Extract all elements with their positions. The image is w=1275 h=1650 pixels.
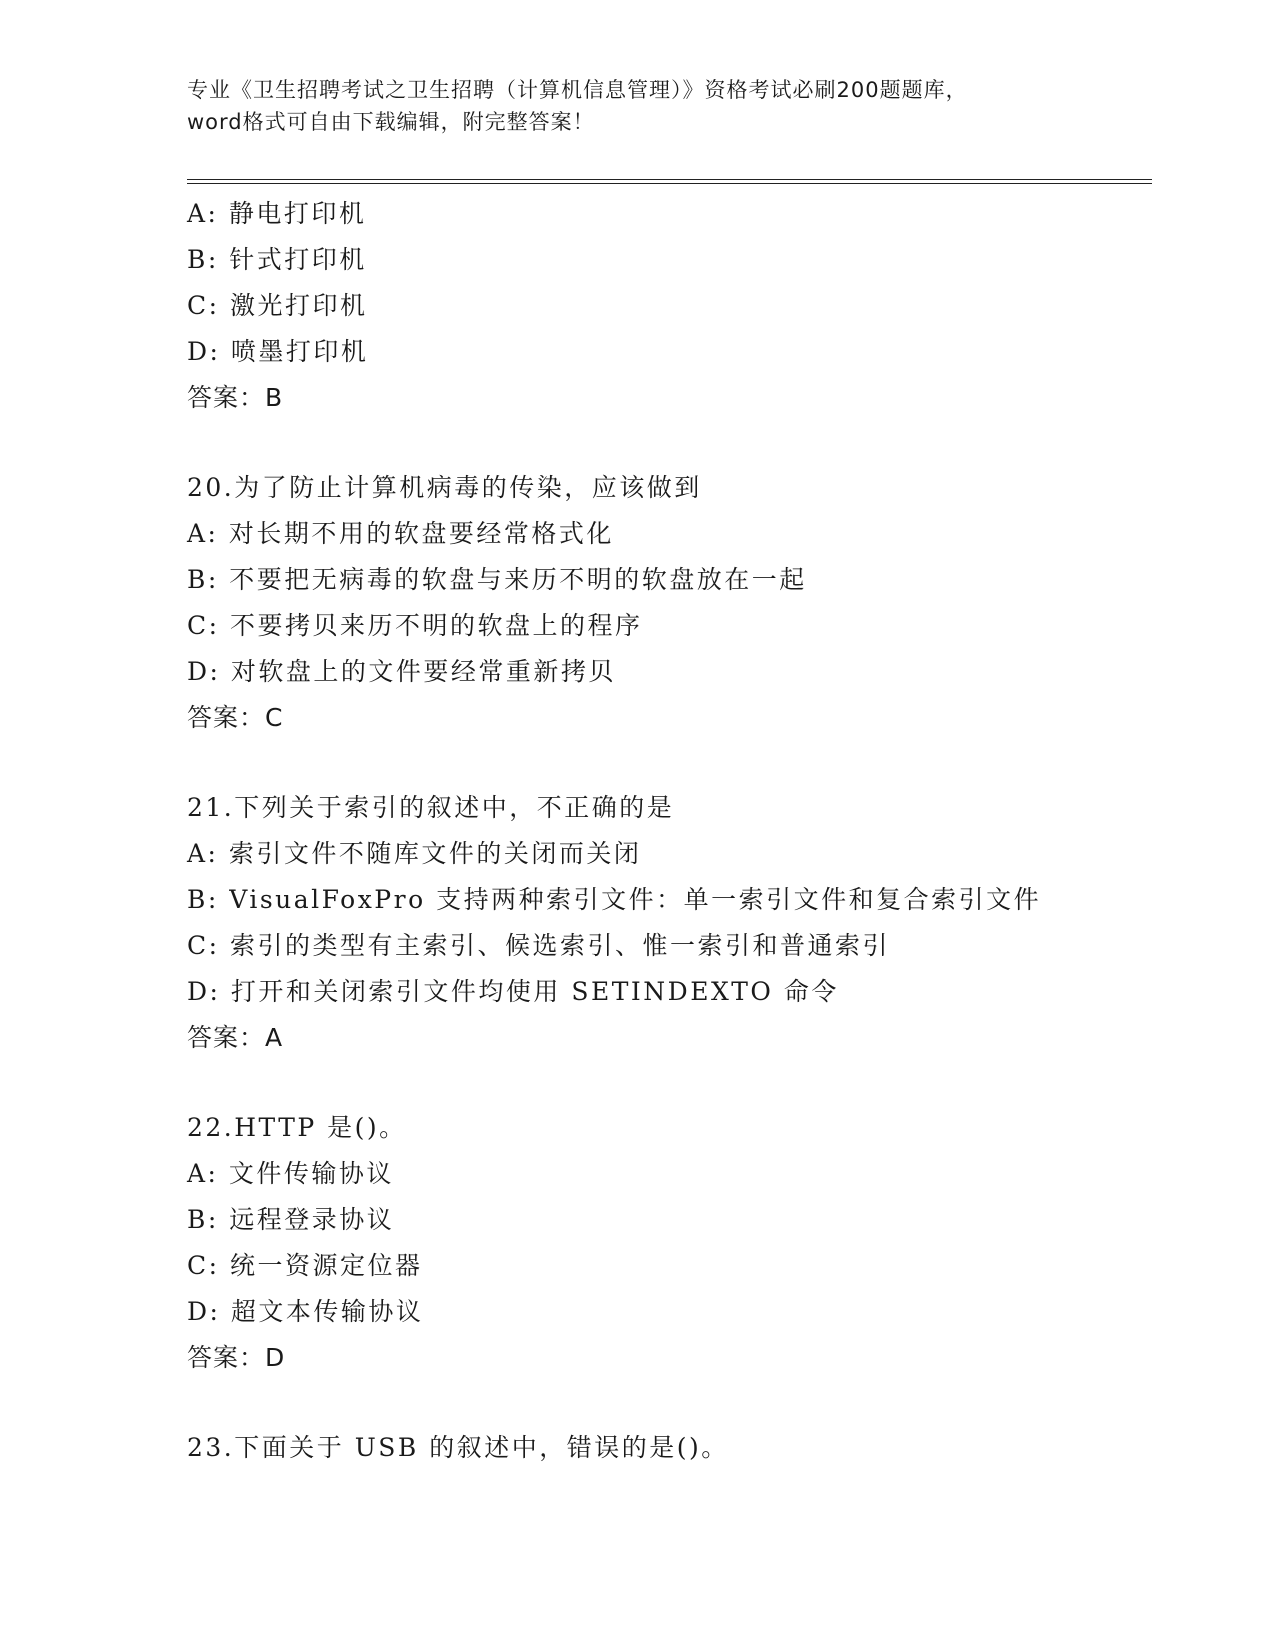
question-text: 20.为了防止计算机病毒的传染，应该做到 bbox=[187, 473, 702, 502]
option-d: D: 喷墨打印机 bbox=[187, 337, 369, 366]
question-text: 21.下列关于索引的叙述中，不正确的是 bbox=[187, 793, 675, 822]
option-d: D: 打开和关闭索引文件均使用 SETINDEXTO 命令 bbox=[187, 977, 839, 1006]
answer-label: 答案：C bbox=[187, 703, 284, 732]
option-b: B: 针式打印机 bbox=[187, 245, 367, 274]
header-divider-bottom bbox=[187, 183, 1152, 184]
document-header bbox=[187, 74, 1147, 138]
option-d: D: 超文本传输协议 bbox=[187, 1297, 424, 1326]
spacer bbox=[187, 741, 1157, 785]
header-line-2: word格式可自由下载编辑，附完整答案！ bbox=[187, 110, 595, 134]
question-list bbox=[187, 191, 1157, 1471]
option-a: A: 对长期不用的软盘要经常格式化 bbox=[187, 519, 614, 548]
header-line-1: 专业《卫生招聘考试之卫生招聘（计算机信息管理）》资格考试必刷200题题库， bbox=[187, 78, 968, 102]
option-c: C: 不要拷贝来历不明的软盘上的程序 bbox=[187, 611, 643, 640]
header-divider-top bbox=[187, 179, 1152, 180]
question-19-block bbox=[187, 191, 1157, 421]
option-a: A: 索引文件不随库文件的关闭而关闭 bbox=[187, 839, 642, 868]
option-b: B: 远程登录协议 bbox=[187, 1205, 395, 1234]
spacer bbox=[187, 421, 1157, 465]
option-b: B: VisualFoxPro 支持两种索引文件：单一索引文件和复合索引文件 bbox=[187, 885, 1042, 914]
option-a: A: 静电打印机 bbox=[187, 199, 367, 228]
answer-label: 答案：D bbox=[187, 1343, 286, 1372]
spacer bbox=[187, 1381, 1157, 1425]
question-text: 23.下面关于 USB 的叙述中，错误的是()。 bbox=[187, 1433, 729, 1462]
question-21-block bbox=[187, 785, 1157, 1061]
option-a: A: 文件传输协议 bbox=[187, 1159, 394, 1188]
option-c: C: 激光打印机 bbox=[187, 291, 368, 320]
question-22-block bbox=[187, 1105, 1157, 1381]
option-d: D: 对软盘上的文件要经常重新拷贝 bbox=[187, 657, 616, 686]
answer-label: 答案：A bbox=[187, 1023, 284, 1052]
question-text: 22.HTTP 是()。 bbox=[187, 1113, 407, 1142]
option-c: C: 统一资源定位器 bbox=[187, 1251, 423, 1280]
option-c: C: 索引的类型有主索引、候选索引、惟一索引和普通索引 bbox=[187, 931, 891, 960]
question-20-block bbox=[187, 465, 1157, 741]
question-23-block bbox=[187, 1425, 1157, 1471]
option-b: B: 不要把无病毒的软盘与来历不明的软盘放在一起 bbox=[187, 565, 807, 594]
spacer bbox=[187, 1061, 1157, 1105]
answer-label: 答案：B bbox=[187, 383, 284, 412]
